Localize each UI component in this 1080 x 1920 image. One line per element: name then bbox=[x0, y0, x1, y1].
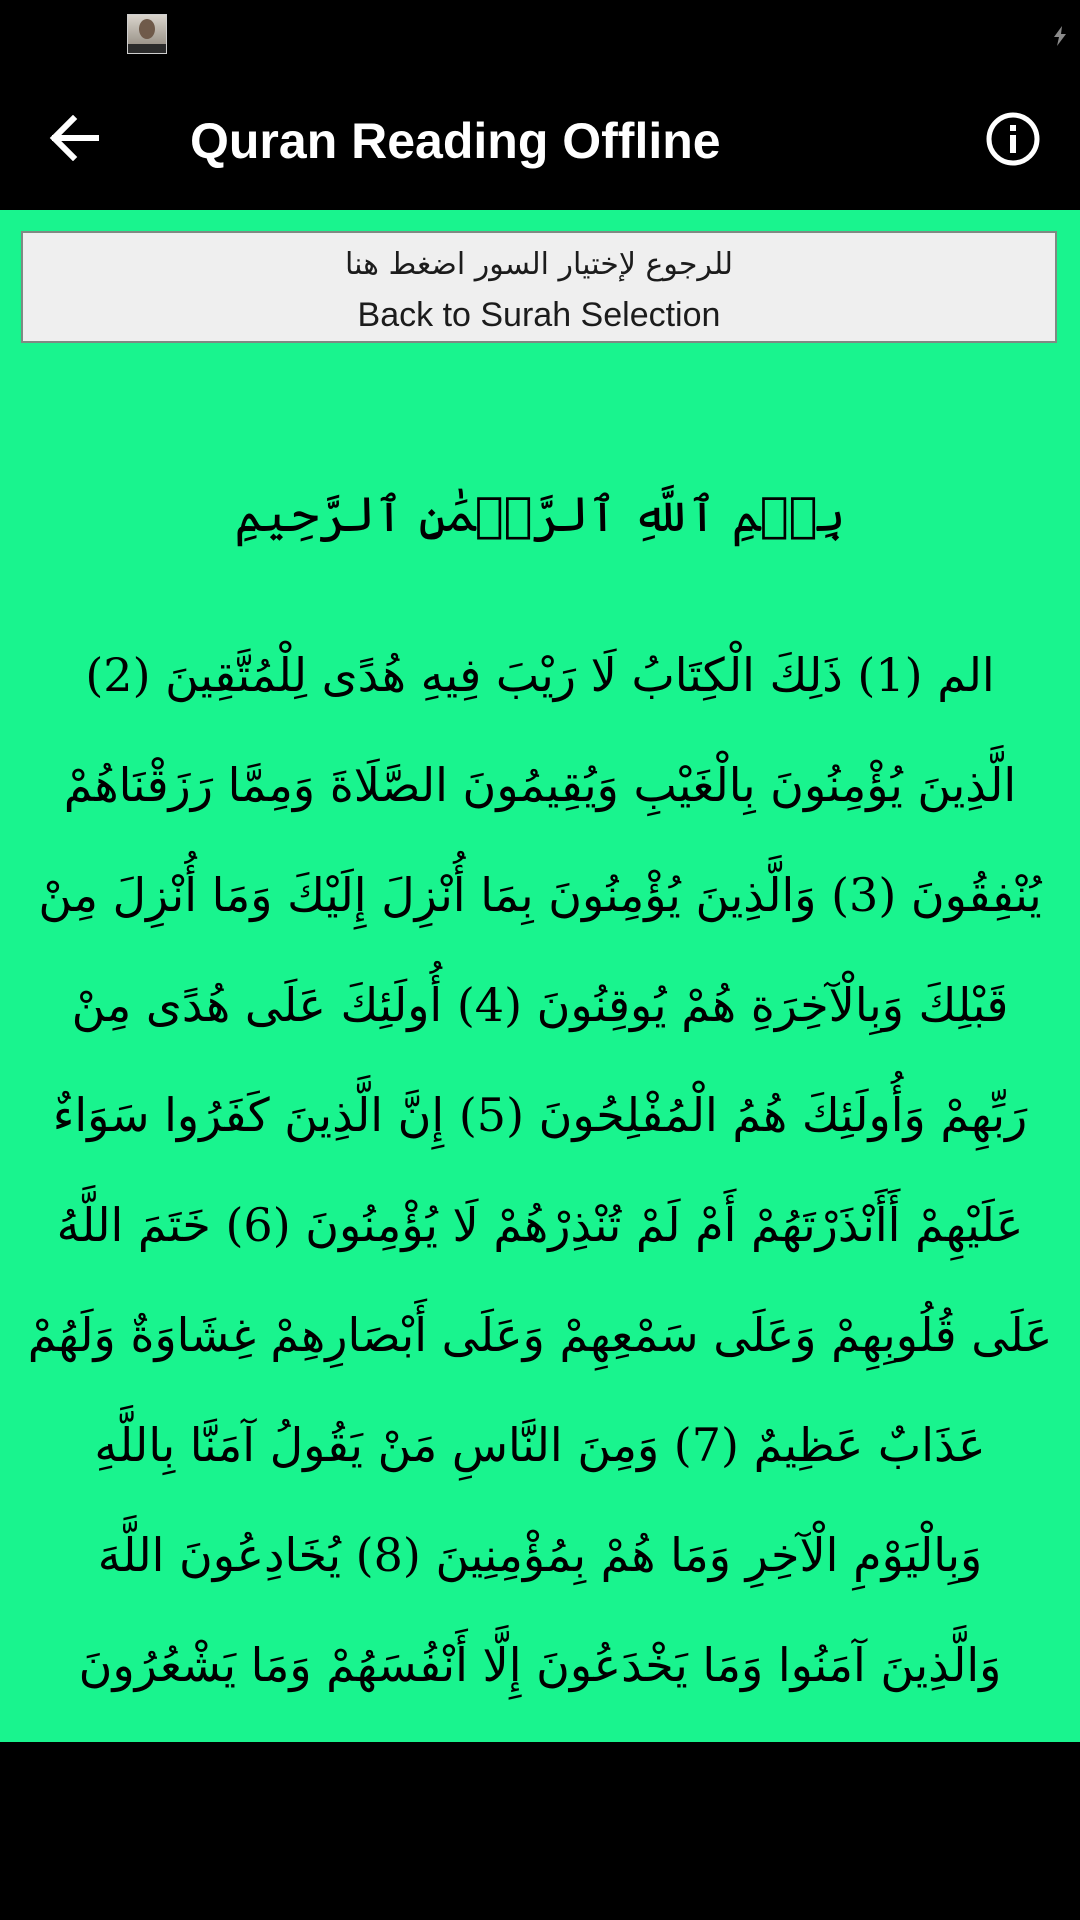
verse-line: قَبْلِكَ وَبِالْآخِرَةِ هُمْ يُوقِنُونَ (4) أُولَئِكَ عَلَى هُدًى مِنْ bbox=[71, 978, 1009, 1032]
back-to-surah-english-label: Back to Surah Selection bbox=[357, 296, 721, 334]
app-bar bbox=[0, 72, 1080, 210]
verse-line: وَالَّذِينَ آمَنُوا وَمَا يَخْدَعُونَ إِلَّا أَنْفُسَهُمْ وَمَا يَشْعُرُونَ bbox=[78, 1638, 1002, 1692]
app-thumbnail-icon bbox=[127, 14, 167, 54]
verse-line: يُنْفِقُونَ (3) وَالَّذِينَ يُؤْمِنُونَ بِمَا أُنْزِلَ إِلَيْكَ وَمَا أُنْزِلَ مِنْ bbox=[38, 868, 1042, 922]
verse-line: الَّذِينَ يُؤْمِنُونَ بِالْغَيْبِ وَيُقِيمُونَ الصَّلَاةَ وَمِمَّا رَزَقْنَاهُمْ bbox=[63, 758, 1017, 812]
verse-line: عَلَى قُلُوبِهِمْ وَعَلَى سَمْعِهِمْ وَعَلَى أَبْصَارِهِمْ غِشَاوَةٌ وَلَهُمْ bbox=[27, 1308, 1053, 1362]
status-bar bbox=[0, 0, 1080, 72]
verse-line: الم (1) ذَلِكَ الْكِتَابُ لَا رَيْبَ فِيهِ هُدًى لِلْمُتَّقِينَ (2) bbox=[85, 648, 995, 702]
back-button[interactable] bbox=[38, 102, 110, 174]
bismillah: بِسۡمِ ٱللَّهِ ٱلرَّحۡمَٰنِ ٱلرَّحِيمِ bbox=[234, 487, 846, 543]
app-title: Quran Reading Offline bbox=[190, 113, 721, 169]
back-to-surah-arabic-label: للرجوع لإختيار السور اضغط هنا bbox=[344, 247, 734, 282]
verse-line: عَذَابٌ عَظِيمٌ (7) وَمِنَ النَّاسِ مَنْ يَقُولُ آمَنَّا بِاللَّهِ bbox=[94, 1418, 986, 1472]
navigation-bar bbox=[0, 1742, 1080, 1920]
reading-area[interactable] bbox=[0, 210, 1080, 1742]
verse-line: عَلَيْهِمْ أَأَنْذَرْتَهُمْ أَمْ لَمْ تُنْذِرْهُمْ لَا يُؤْمِنُونَ (6) خَتَمَ اللَّهُ bbox=[56, 1198, 1024, 1252]
verse-line: وَبِالْيَوْمِ الْآخِرِ وَمَا هُمْ بِمُؤْمِنِينَ (8) يُخَادِعُونَ اللَّهَ bbox=[97, 1528, 983, 1582]
info-button[interactable] bbox=[976, 102, 1050, 176]
charging-bolt-icon bbox=[1052, 26, 1068, 46]
verse-line: رَبِّهِمْ وَأُولَئِكَ هُمُ الْمُفْلِحُونَ (5) إِنَّ الَّذِينَ كَفَرُوا سَوَاءٌ bbox=[52, 1088, 1028, 1142]
back-to-surah-selection-button[interactable] bbox=[21, 231, 1057, 343]
back-arrow-icon bbox=[49, 115, 99, 161]
info-icon bbox=[985, 111, 1041, 167]
